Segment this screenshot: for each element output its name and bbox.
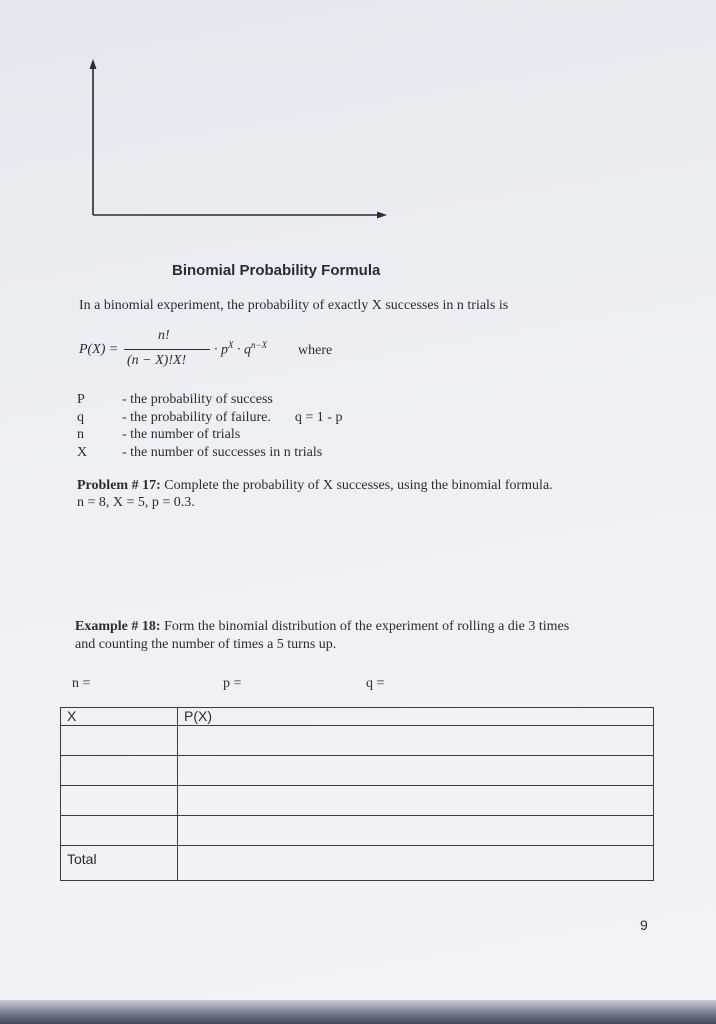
- fraction-bar: [124, 349, 210, 350]
- table-header-row: [61, 708, 654, 726]
- blank-cell[interactable]: [61, 816, 178, 846]
- blank-cell[interactable]: [61, 756, 178, 786]
- distribution-table: [60, 707, 654, 881]
- definition-row: n - the number of trials: [77, 427, 241, 442]
- variable-definitions: [77, 391, 342, 461]
- blank-cell[interactable]: [178, 816, 654, 846]
- where-label: where: [298, 343, 333, 358]
- intro-text: In a binomial experiment, the probability of exactly X successes in n trials is: [79, 298, 509, 313]
- definition-row: q - the probability of failure. q = 1 - p: [77, 409, 343, 425]
- formula-powers: · $p^X \cdot q^{n-X}$: [214, 340, 268, 358]
- n-blank[interactable]: n =: [72, 676, 91, 691]
- section-heading: Binomial Probability Formula: [172, 262, 381, 279]
- blank-cell[interactable]: [61, 786, 178, 816]
- p-blank[interactable]: p =: [223, 676, 242, 691]
- blank-cell[interactable]: [178, 726, 654, 756]
- x-axis-arrow: [377, 212, 387, 219]
- y-axis-arrow: [90, 59, 97, 69]
- formula-numerator: n!: [158, 328, 170, 343]
- definition-row: X - the number of successes in n trials: [77, 444, 323, 460]
- problem-17: Problem # 17: Complete the probability of X successes, using the binomial formula. n = 8, X = 5, p = 0.3.: [77, 478, 553, 510]
- q-blank[interactable]: q =: [366, 676, 385, 691]
- background-surface: [0, 1000, 716, 1024]
- example-label: Example # 18:: [75, 619, 161, 634]
- header-x: X: [61, 708, 178, 726]
- formula-denominator: (n − X)!X!: [127, 353, 187, 368]
- table-total-row: [61, 846, 654, 881]
- total-label: Total: [61, 846, 178, 881]
- example-18: Example # 18: Form the binomial distribution of the experiment of rolling a die 3 times and counting the number of times a 5 turns up.: [75, 619, 570, 652]
- blank-cell[interactable]: [61, 726, 178, 756]
- formula-lhs: P(X) =: [79, 342, 119, 357]
- page-number: 9: [640, 917, 648, 933]
- table-row: [61, 816, 654, 846]
- total-cell[interactable]: [178, 846, 654, 881]
- table-row: [61, 726, 654, 756]
- table-row: [61, 786, 654, 816]
- blank-cell[interactable]: [178, 786, 654, 816]
- problem-params: n = 8, X = 5, p = 0.3.: [77, 495, 195, 510]
- table-row: [61, 756, 654, 786]
- blank-cell[interactable]: [178, 756, 654, 786]
- definition-row: P - the probability of success: [77, 392, 273, 407]
- problem-label: Problem # 17:: [77, 478, 161, 493]
- blank-graph-axes: [80, 55, 400, 225]
- header-px: P(X): [178, 708, 654, 726]
